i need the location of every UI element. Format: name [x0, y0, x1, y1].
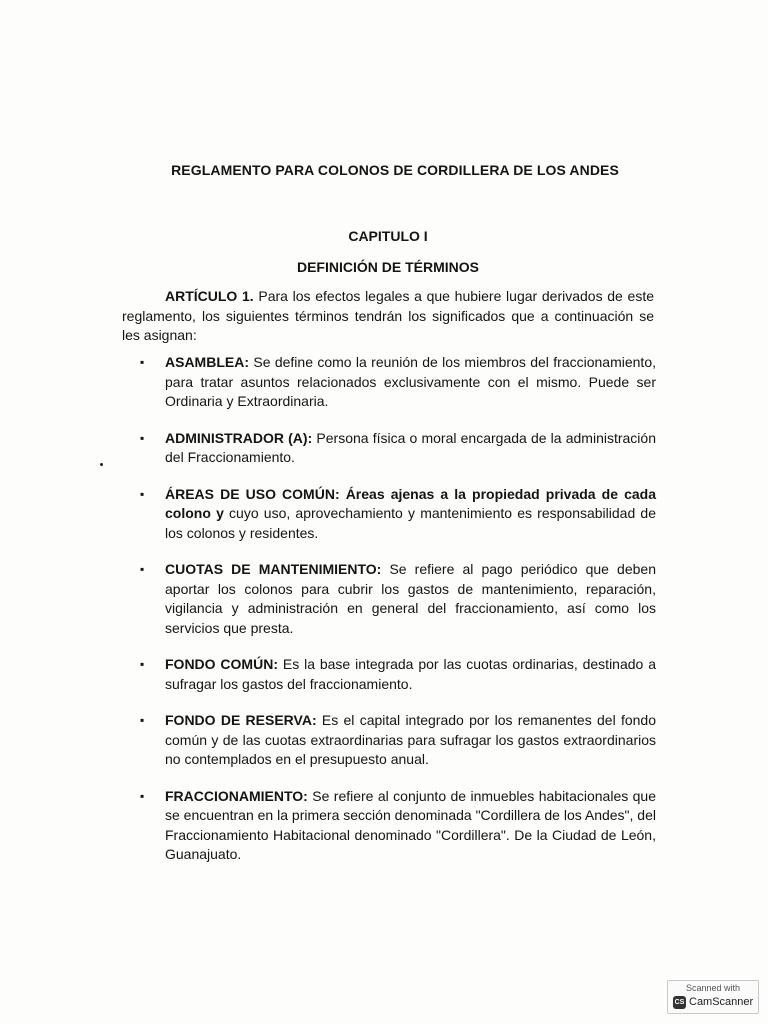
definition-term: FONDO COMÚN:	[165, 656, 278, 672]
camscanner-icon: CS	[673, 996, 686, 1009]
definition-text: cuyo uso, aprovechamiento y mantenimiento es responsabilidad de los colonos y residentes.	[165, 505, 656, 541]
document-title: REGLAMENTO PARA COLONOS DE CORDILLERA DE LOS ANDES	[171, 162, 619, 178]
definitions-list	[140, 353, 656, 882]
camscanner-watermark	[667, 980, 759, 1014]
article-paragraph	[122, 287, 654, 346]
definition-term: FONDO DE RESERVA:	[165, 712, 317, 728]
bullet-icon: ▪	[140, 657, 145, 671]
list-item	[140, 711, 656, 770]
definition-term: ÁREAS DE USO COMÚN: Áreas ajenas a la propiedad privada de cada colono y	[165, 485, 656, 521]
definition-text: Se refiere al pago periódico que deben aportar los colonos para cubrir los gastos de mantenimiento, reparación, vigilancia y administración en general del fraccionamiento, así como los servicios que presta.	[165, 561, 656, 636]
list-item	[140, 787, 656, 865]
chapter-heading: CAPITULO I	[348, 228, 428, 244]
watermark-caption: Scanned with	[685, 983, 741, 993]
scan-speck	[100, 463, 103, 466]
watermark-brand	[673, 995, 753, 1009]
definition-term: CUOTAS DE MANTENIMIENTO:	[165, 561, 382, 577]
list-item	[140, 485, 656, 544]
list-item	[140, 560, 656, 638]
definition-text: Es el capital integrado por los remanentes del fondo común y de las cuotas extraordinarias para sufragar los gastos extraordinarios no contemplados en el presupuesto anual.	[165, 712, 656, 767]
definition-term: ADMINISTRADOR (A):	[165, 429, 313, 446]
definition-text: Se refiere al conjunto de inmuebles habitacionales que se encuentran en la primera sección denominada "Cordillera de los Andes", del Fraccionamiento Habitacional denominado "Cordillera". De la Ciudad de León, Guanajuato.	[165, 787, 656, 862]
definition-text: Es la base integrada por las cuotas ordinarias, destinado a sufragar los gastos del fraccionamiento.	[165, 656, 656, 692]
definition-term: FRACCIONAMIENTO:	[165, 787, 308, 804]
list-item	[140, 429, 656, 468]
bullet-icon: ▪	[140, 486, 145, 501]
article-text: Para los efectos legales a que hubiere lugar derivados de este reglamento, los siguientes términos tendrán los significados que a continuación se les asignan:	[122, 288, 654, 343]
bullet-icon: ▪	[140, 430, 145, 445]
definition-text: Persona física o moral encargada de la administración del Fraccionamiento.	[165, 429, 656, 465]
definition-term: ASAMBLEA:	[165, 354, 249, 370]
section-heading: DEFINICIÓN DE TÉRMINOS	[296, 259, 479, 275]
bullet-icon: ▪	[140, 788, 145, 803]
list-item	[140, 353, 656, 412]
bullet-icon: ▪	[140, 713, 145, 727]
watermark-name: CamScanner	[689, 996, 754, 1008]
list-item	[140, 655, 656, 694]
article-label: ARTÍCULO 1.	[165, 288, 254, 304]
bullet-icon: ▪	[140, 562, 145, 576]
bullet-icon: ▪	[140, 355, 145, 369]
definition-text: Se define como la reunión de los miembros del fraccionamiento, para tratar asuntos relacionados exclusivamente con el mismo. Puede ser Ordinaria y Extraordinaria.	[165, 354, 656, 409]
